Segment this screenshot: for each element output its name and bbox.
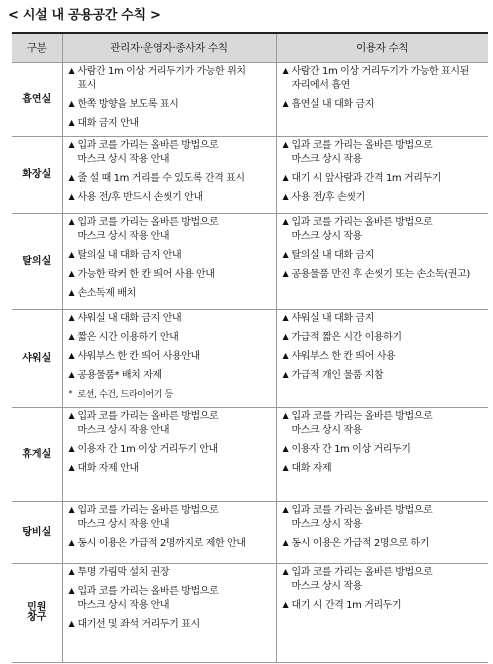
rule-text: 가급적 짧은 시간 이용하기 — [291, 332, 402, 343]
rule-text: 대화 자제 안내 — [77, 463, 139, 474]
table-row — [12, 564, 488, 663]
rule-item — [283, 65, 485, 93]
rule-note — [69, 388, 272, 402]
user-rules-cell — [276, 564, 488, 663]
bullet-marker: ▲ — [282, 370, 289, 379]
rule-item — [283, 443, 485, 457]
rule-text: 대기 시 간격 1m 거리두기 — [291, 600, 402, 611]
rule-item — [283, 537, 485, 551]
manager-rules-cell — [62, 63, 276, 137]
rule-text: 사용 전/후 반드시 손씻기 안내 — [77, 192, 203, 203]
rule-text: 샤워부스 한 칸 띄어 사용안내 — [77, 351, 200, 362]
rule-text: 샤워실 내 대화 금지 안내 — [77, 313, 182, 324]
bullet-marker: ▲ — [68, 313, 75, 322]
rule-item — [283, 410, 485, 438]
bullet-marker: ▲ — [68, 567, 75, 576]
page-title: < 시설 내 공용공간 수칙 > — [8, 8, 161, 23]
rule-text: 가능한 락커 한 칸 띄어 사용 안내 — [77, 269, 215, 280]
rule-text: 대화 자제 — [291, 463, 332, 474]
bullet-marker: ▲ — [282, 192, 289, 201]
bullet-marker: ▲ — [282, 66, 289, 75]
bullet-marker: ▲ — [68, 288, 75, 297]
bullet-marker: ▲ — [68, 351, 75, 360]
rule-text: 투명 가림막 설치 권장 — [77, 567, 170, 578]
rule-text: 공용물품* 배치 자제 — [77, 370, 162, 381]
header-manager-rules: 관리자·운영자·종사자 수칙 — [62, 33, 276, 63]
rule-item — [69, 268, 272, 282]
bullet-marker: ▲ — [282, 140, 289, 149]
rule-item — [283, 369, 485, 383]
rule-item — [283, 331, 485, 345]
rule-item — [69, 249, 272, 263]
manager-rules-cell — [62, 214, 276, 310]
rule-item — [69, 98, 272, 112]
user-rules-cell — [276, 137, 488, 214]
rule-item — [283, 350, 485, 364]
rule-text: 입과 코를 가리는 올바른 방법으로 마스크 상시 작용 안내 — [77, 586, 219, 611]
bullet-marker: ▲ — [68, 411, 75, 420]
rule-item — [69, 369, 272, 383]
bullet-marker: ▲ — [282, 173, 289, 182]
bullet-marker: ▲ — [282, 538, 289, 547]
header-user-rules: 이용자 수칙 — [276, 33, 488, 63]
bullet-marker: ▲ — [68, 269, 75, 278]
rules-table — [12, 32, 488, 663]
bullet-marker: ▲ — [282, 444, 289, 453]
row-category: 화장실 — [12, 137, 62, 214]
rule-text: 이용자 간 1m 이상 거리두기 안내 — [77, 444, 218, 455]
bullet-marker: ▲ — [68, 332, 75, 341]
bullet-marker: ▲ — [282, 463, 289, 472]
user-rules-cell — [276, 310, 488, 408]
rule-item — [283, 462, 485, 476]
manager-rules-cell — [62, 310, 276, 408]
bullet-marker: * — [68, 389, 73, 398]
rule-item — [69, 410, 272, 438]
bullet-marker: ▲ — [68, 173, 75, 182]
rule-text: 공용물품 만진 후 손씻기 또는 손소독(권고) — [291, 269, 470, 280]
rule-text: 탈의실 내 대화 금지 — [291, 250, 374, 261]
rule-text: 샤워부스 한 칸 띄어 사용 — [291, 351, 396, 362]
header-category: 구분 — [12, 33, 62, 63]
rule-text: 한쪽 방향을 보도록 표시 — [77, 99, 179, 110]
rule-item — [69, 537, 272, 551]
rule-item — [69, 287, 272, 301]
rule-text: 입과 코를 가리는 올바른 방법으로 마스크 상시 작용 — [291, 567, 433, 592]
rule-text: 입과 코를 가리는 올바른 방법으로 마스크 상시 작용 — [291, 505, 433, 530]
bullet-marker: ▲ — [68, 505, 75, 514]
table-row — [12, 502, 488, 564]
bullet-marker: ▲ — [282, 313, 289, 322]
rule-item — [69, 462, 272, 476]
bullet-marker: ▲ — [68, 140, 75, 149]
bullet-marker: ▲ — [282, 351, 289, 360]
rule-text: 입과 코를 가리는 올바른 방법으로 마스크 상시 작용 안내 — [77, 217, 219, 242]
rule-text: 짧은 시간 이용하기 안내 — [77, 332, 179, 343]
bullet-marker: ▲ — [282, 411, 289, 420]
row-category: 민원 창구 — [12, 564, 62, 663]
rule-item — [283, 191, 485, 205]
bullet-marker: ▲ — [68, 370, 75, 379]
rule-text: 사용 전/후 손씻기 — [291, 192, 365, 203]
rule-text: 대화 금지 안내 — [77, 118, 139, 129]
table-row — [12, 214, 488, 310]
rule-item — [69, 443, 272, 457]
user-rules-cell — [276, 63, 488, 137]
manager-rules-cell — [62, 502, 276, 564]
rule-text: 줄 설 때 1m 거리를 수 있도록 간격 표시 — [77, 173, 245, 184]
rule-item — [283, 566, 485, 594]
rule-item — [69, 618, 272, 632]
bullet-marker: ▲ — [68, 463, 75, 472]
bullet-marker: ▲ — [68, 538, 75, 547]
bullet-marker: ▲ — [282, 269, 289, 278]
user-rules-cell — [276, 408, 488, 502]
bullet-marker: ▲ — [68, 118, 75, 127]
rule-text: 입과 코를 가리는 올바른 방법으로 마스크 상시 작용 — [291, 411, 433, 436]
rule-text: 대기 시 앞사람과 간격 1m 거리두기 — [291, 173, 442, 184]
rule-text: 사람간 1m 이상 거리두기가 가능한 위치 표시 — [77, 66, 246, 91]
bullet-marker: ▲ — [282, 250, 289, 259]
bullet-marker: ▲ — [68, 250, 75, 259]
rule-text: 대기선 및 좌석 거리두기 표시 — [77, 619, 200, 630]
row-category: 탕비실 — [12, 502, 62, 564]
rule-text: 가급적 개인 물품 지참 — [291, 370, 384, 381]
rule-text: 손소독제 배치 — [77, 288, 136, 299]
rule-text: 탈의실 내 대화 금지 안내 — [77, 250, 182, 261]
bullet-marker: ▲ — [282, 567, 289, 576]
rule-item — [283, 599, 485, 613]
rule-item — [283, 504, 485, 532]
rule-item — [69, 216, 272, 244]
rule-item — [69, 139, 272, 167]
bullet-marker: ▲ — [282, 99, 289, 108]
user-rules-cell — [276, 502, 488, 564]
bullet-marker: ▲ — [282, 332, 289, 341]
table-header-row — [12, 33, 488, 63]
bullet-marker: ▲ — [282, 600, 289, 609]
row-category: 흡연실 — [12, 63, 62, 137]
rule-item — [69, 65, 272, 93]
rule-item — [69, 331, 272, 345]
rule-item — [69, 585, 272, 613]
bullet-marker: ▲ — [68, 444, 75, 453]
manager-rules-cell — [62, 408, 276, 502]
rule-item — [283, 268, 485, 282]
rule-text: 로션, 수건, 드라이어기 등 — [77, 390, 173, 400]
user-rules-cell — [276, 214, 488, 310]
rule-text: 입과 코를 가리는 올바른 방법으로 마스크 상시 작용 안내 — [77, 140, 219, 165]
rule-item — [69, 312, 272, 326]
rule-item — [69, 350, 272, 364]
rule-item — [283, 249, 485, 263]
rule-text: 이용자 간 1m 이상 거리두기 — [291, 444, 411, 455]
bullet-marker: ▲ — [68, 586, 75, 595]
rule-item — [283, 172, 485, 186]
rule-text: 입과 코를 가리는 올바른 방법으로 마스크 상시 작용 — [291, 140, 433, 165]
rule-text: 샤워실 내 대화 금지 — [291, 313, 374, 324]
rule-item — [283, 312, 485, 326]
row-category: 샤워실 — [12, 310, 62, 408]
rule-item — [69, 504, 272, 532]
bullet-marker: ▲ — [282, 217, 289, 226]
table-row — [12, 137, 488, 214]
manager-rules-cell — [62, 564, 276, 663]
rule-item — [283, 216, 485, 244]
rule-text: 동시 이용은 가급적 2명까지로 제한 안내 — [77, 538, 246, 549]
bullet-marker: ▲ — [68, 217, 75, 226]
rule-text: 사람간 1m 이상 거리두기가 가능한 표시된 자리에서 흡연 — [291, 66, 469, 91]
rule-text: 입과 코를 가리는 올바른 방법으로 마스크 상시 작용 안내 — [77, 505, 219, 530]
rule-text: 입과 코를 가리는 올바른 방법으로 마스크 상시 작용 — [291, 217, 433, 242]
table-row — [12, 63, 488, 137]
rule-item — [69, 172, 272, 186]
bullet-marker: ▲ — [68, 66, 75, 75]
rule-text: 동시 이용은 가급적 2명으로 하기 — [291, 538, 429, 549]
rule-item — [283, 139, 485, 167]
rule-item — [283, 98, 485, 112]
rule-item — [69, 566, 272, 580]
bullet-marker: ▲ — [68, 99, 75, 108]
rule-item — [69, 191, 272, 205]
manager-rules-cell — [62, 137, 276, 214]
row-category: 탈의실 — [12, 214, 62, 310]
row-category: 휴게실 — [12, 408, 62, 502]
rule-item — [69, 117, 272, 131]
bullet-marker: ▲ — [282, 505, 289, 514]
bullet-marker: ▲ — [68, 619, 75, 628]
table-row — [12, 310, 488, 408]
table-row — [12, 408, 488, 502]
rule-text: 입과 코를 가리는 올바른 방법으로 마스크 상시 작용 안내 — [77, 411, 219, 436]
bullet-marker: ▲ — [68, 192, 75, 201]
rule-text: 흡연실 내 대화 금지 — [291, 99, 374, 110]
